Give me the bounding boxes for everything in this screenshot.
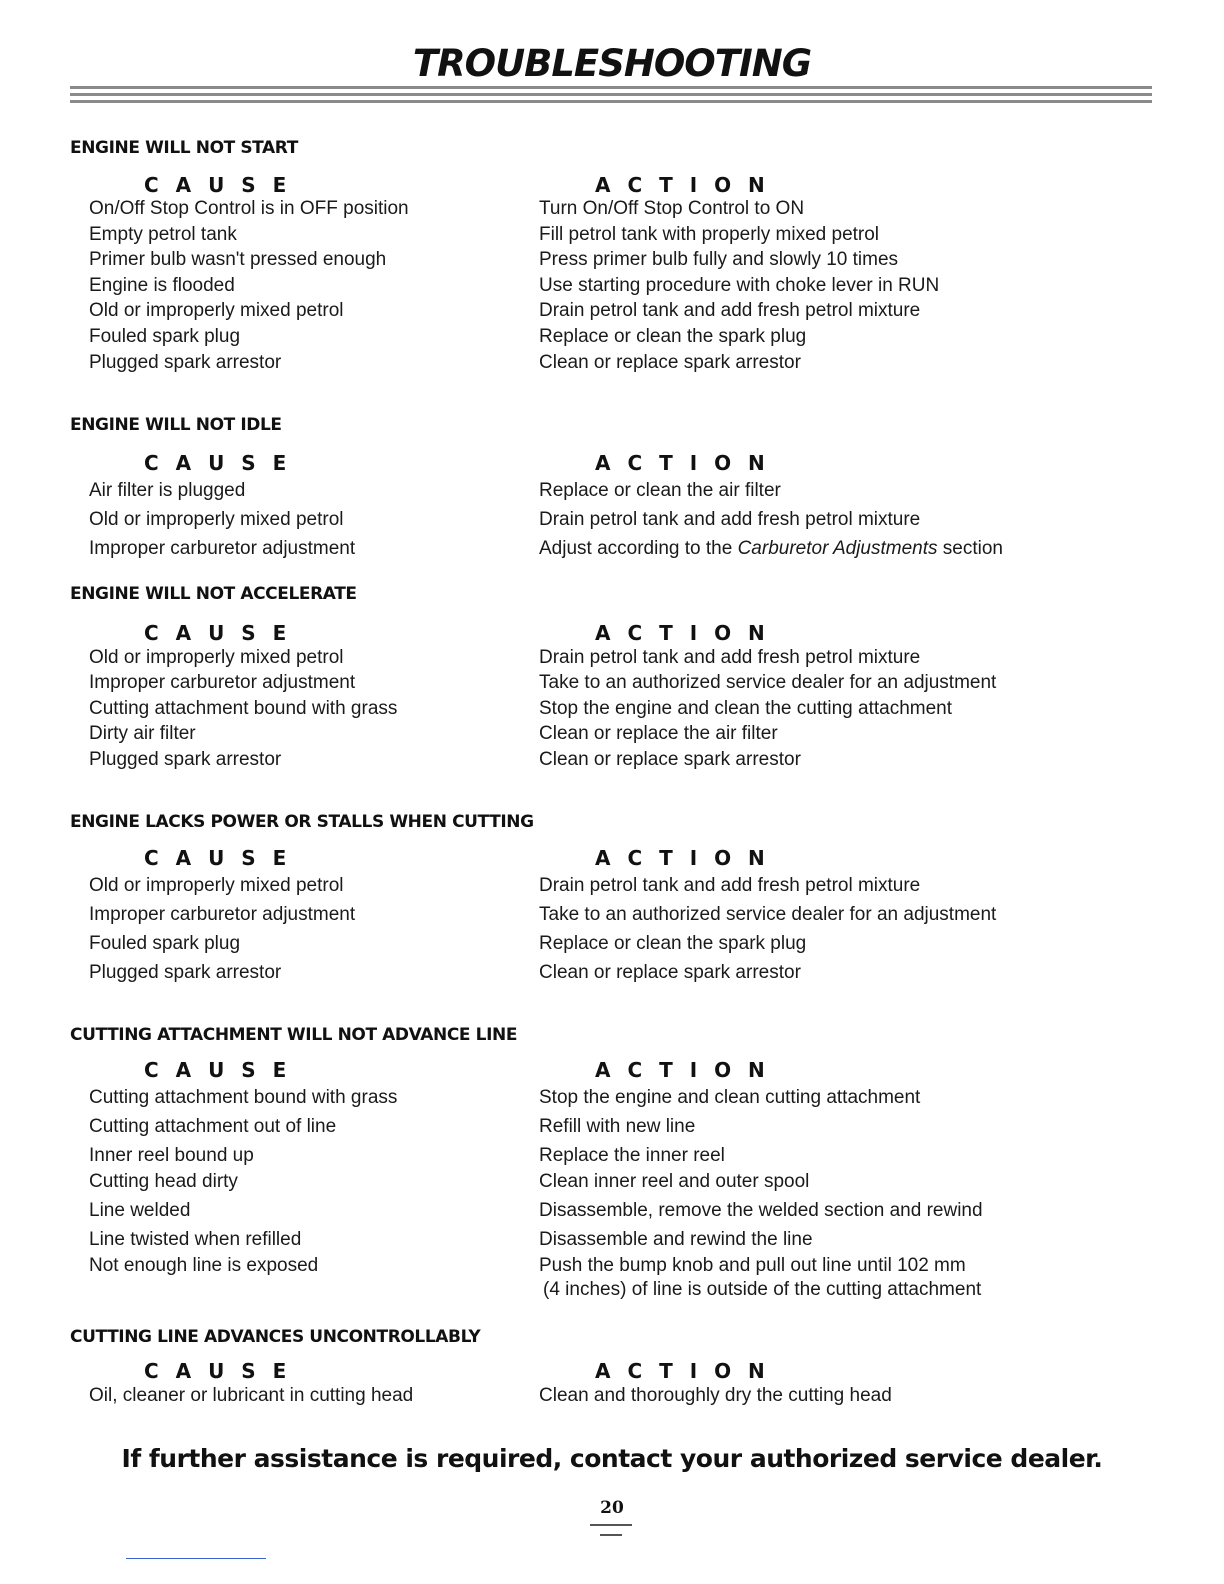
action-heading: A C T I O N [595, 846, 770, 870]
action-text: Stop the engine and clean the cutting attachment [539, 698, 953, 719]
action-text: Adjust according to the Carburetor Adjustments section [539, 538, 1003, 559]
cause-text: Cutting attachment bound with grass [89, 698, 398, 719]
action-text: Drain petrol tank and add fresh petrol mixture [539, 647, 921, 668]
cause-text: Dirty air filter [89, 723, 196, 744]
section-title: ENGINE WILL NOT START [70, 138, 298, 158]
cause-text: Plugged spark arrestor [89, 962, 282, 983]
cause-text: Improper carburetor adjustment [89, 538, 356, 559]
cause-text: Fouled spark plug [89, 933, 241, 954]
action-text: Replace the inner reel [539, 1145, 725, 1166]
section-title: ENGINE WILL NOT ACCELERATE [70, 584, 357, 604]
cause-text: Line twisted when refilled [89, 1229, 302, 1250]
cause-text: Empty petrol tank [89, 224, 237, 245]
page-number: 20 [600, 1498, 624, 1518]
cross-reference: Carburetor Adjustments [737, 538, 938, 559]
cause-text: Not enough line is exposed [89, 1255, 319, 1276]
section-title: CUTTING LINE ADVANCES UNCONTROLLABLY [70, 1327, 481, 1347]
cause-text: Oil, cleaner or lubricant in cutting head [89, 1385, 414, 1406]
action-text: Stop the engine and clean cutting attachment [539, 1087, 921, 1108]
cause-text: Improper carburetor adjustment [89, 904, 356, 925]
action-text: Drain petrol tank and add fresh petrol mixture [539, 300, 921, 321]
page-number-rule [600, 1534, 622, 1536]
cause-heading: C A U S E [144, 173, 292, 197]
cause-heading: C A U S E [144, 451, 292, 475]
action-heading: A C T I O N [595, 1359, 770, 1383]
cause-text: Inner reel bound up [89, 1145, 254, 1166]
cause-text: Improper carburetor adjustment [89, 672, 356, 693]
action-text: Refill with new line [539, 1116, 696, 1137]
cause-text: Air filter is plugged [89, 480, 246, 501]
cause-text: Cutting head dirty [89, 1171, 238, 1192]
cause-text: Old or improperly mixed petrol [89, 647, 344, 668]
cause-heading: C A U S E [144, 1359, 292, 1383]
action-heading: A C T I O N [595, 1058, 770, 1082]
cause-heading: C A U S E [144, 621, 292, 645]
section-title: CUTTING ATTACHMENT WILL NOT ADVANCE LINE [70, 1025, 518, 1045]
action-text: Drain petrol tank and add fresh petrol mixture [539, 875, 921, 896]
action-text: Use starting procedure with choke lever in RUN [539, 275, 940, 296]
cause-text: Primer bulb wasn't pressed enough [89, 249, 387, 270]
assistance-note: If further assistance is required, contact your authorized service dealer. [121, 1444, 1103, 1473]
action-text: Clean or replace the air filter [539, 723, 778, 744]
action-heading: A C T I O N [595, 621, 770, 645]
cause-text: Engine is flooded [89, 275, 235, 296]
cause-text: Plugged spark arrestor [89, 352, 282, 373]
cause-heading: C A U S E [144, 1058, 292, 1082]
action-text: Take to an authorized service dealer for an adjustment [539, 904, 997, 925]
section-title: ENGINE LACKS POWER OR STALLS WHEN CUTTING [70, 812, 534, 832]
action-text: Replace or clean the spark plug [539, 933, 807, 954]
action-text: Push the bump knob and pull out line until 102 mm (4 inches) of line is outside of the cutting attachment [539, 1255, 982, 1300]
cause-text: Old or improperly mixed petrol [89, 300, 344, 321]
action-text: Take to an authorized service dealer for an adjustment [539, 672, 997, 693]
cause-text: Cutting attachment bound with grass [89, 1087, 398, 1108]
action-text: Clean and thoroughly dry the cutting head [539, 1385, 892, 1406]
cause-text: Old or improperly mixed petrol [89, 509, 344, 530]
action-text: Turn On/Off Stop Control to ON [539, 198, 805, 219]
action-text: Replace or clean the spark plug [539, 326, 807, 347]
action-text: Clean or replace spark arrestor [539, 962, 801, 983]
cause-text: Fouled spark plug [89, 326, 241, 347]
action-text: Drain petrol tank and add fresh petrol mixture [539, 509, 921, 530]
title-divider [70, 86, 1152, 107]
action-text: Disassemble and rewind the line [539, 1229, 813, 1250]
page-number-rule [590, 1524, 632, 1526]
section-title: ENGINE WILL NOT IDLE [70, 415, 282, 435]
action-heading: A C T I O N [595, 451, 770, 475]
cause-text: Old or improperly mixed petrol [89, 875, 344, 896]
cause-text: On/Off Stop Control is in OFF position [89, 198, 409, 219]
action-text: Clean or replace spark arrestor [539, 749, 801, 770]
cause-heading: C A U S E [144, 846, 292, 870]
action-heading: A C T I O N [595, 173, 770, 197]
page-title: TROUBLESHOOTING [412, 42, 812, 85]
divider [126, 1558, 266, 1559]
action-text: Replace or clean the air filter [539, 480, 781, 501]
cause-text: Plugged spark arrestor [89, 749, 282, 770]
action-text: Clean or replace spark arrestor [539, 352, 801, 373]
action-text: Clean inner reel and outer spool [539, 1171, 810, 1192]
action-text: Press primer bulb fully and slowly 10 times [539, 249, 899, 270]
cause-text: Line welded [89, 1200, 191, 1221]
action-text: Fill petrol tank with properly mixed petrol [539, 224, 880, 245]
cause-text: Cutting attachment out of line [89, 1116, 337, 1137]
action-text: Disassemble, remove the welded section and rewind [539, 1200, 983, 1221]
